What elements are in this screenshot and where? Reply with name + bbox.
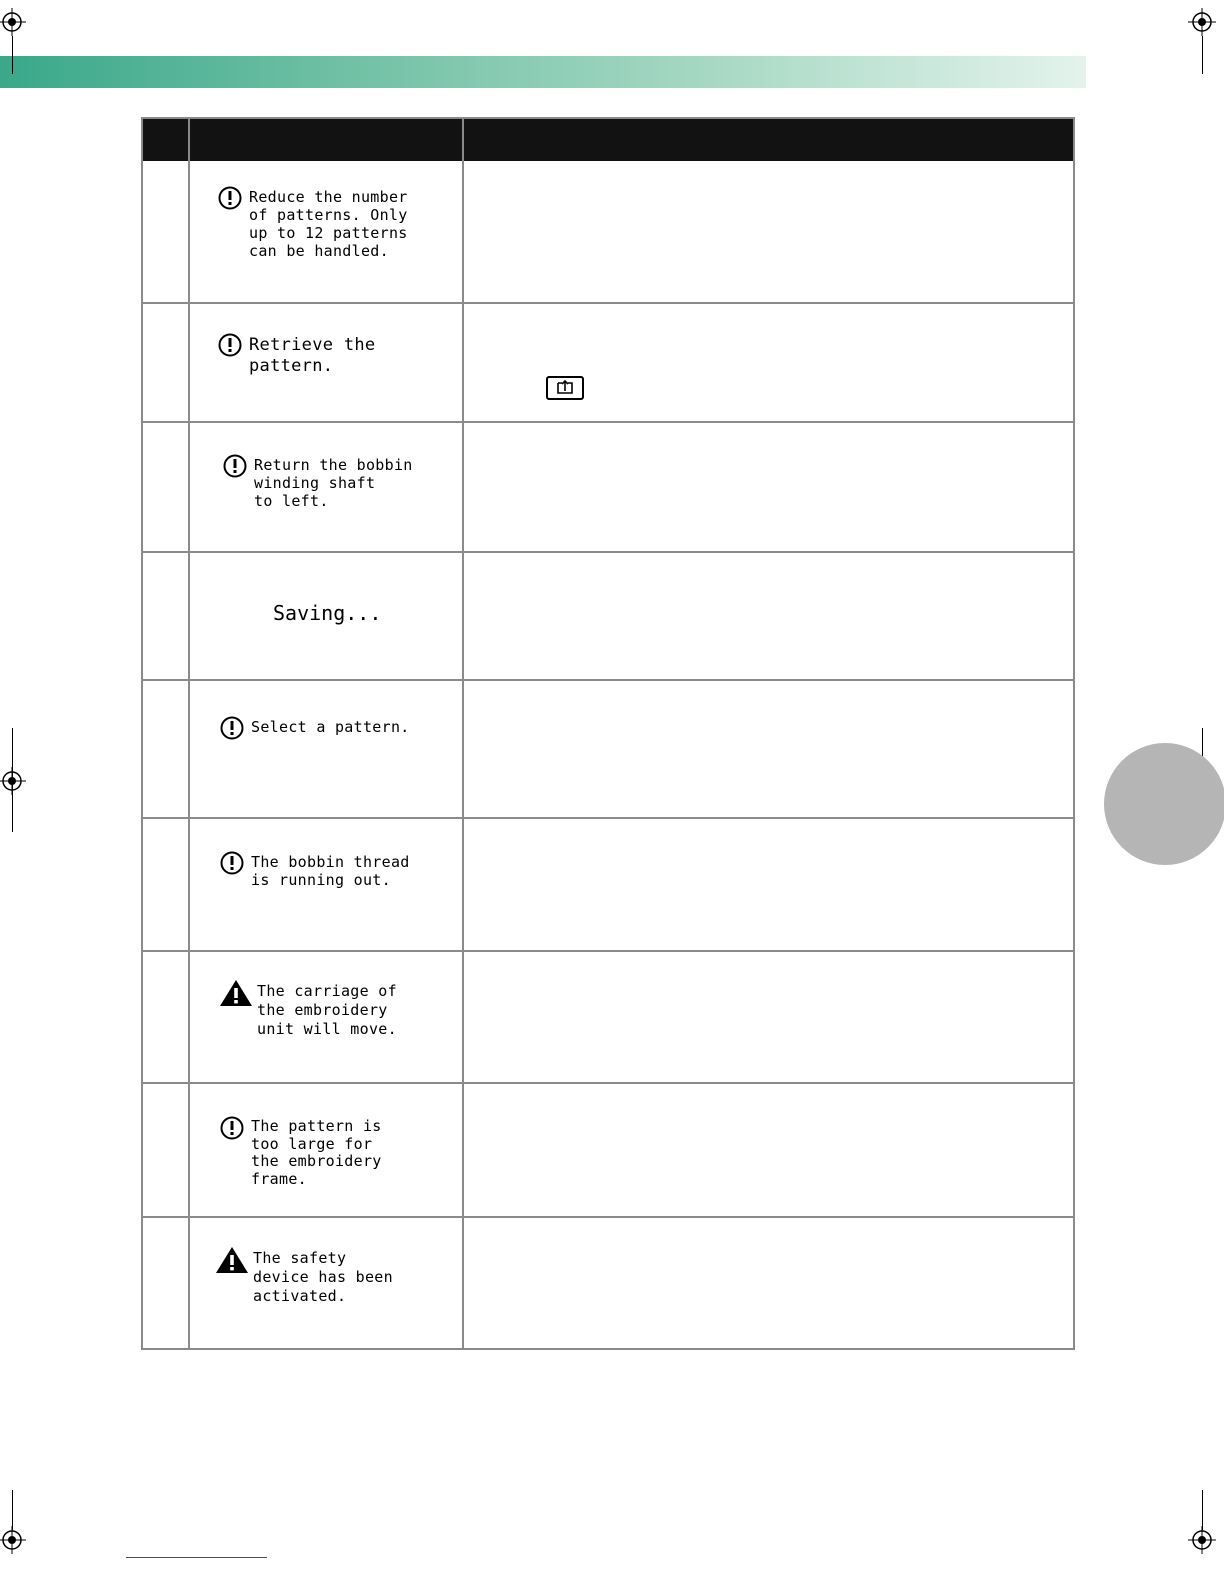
exclamation-circle-icon: [217, 185, 243, 211]
exclamation-circle-icon: [219, 715, 245, 741]
table-row: [222, 453, 413, 510]
table-row: [219, 850, 410, 889]
exclamation-circle-icon: [219, 1115, 245, 1141]
row-divider: [143, 421, 1073, 423]
crop-mark: [1202, 1490, 1203, 1530]
message-text: The safety device has been activated.: [253, 1249, 393, 1305]
registration-mark-icon: [0, 1526, 26, 1554]
header-divider: [462, 119, 464, 161]
table-row: [219, 979, 397, 1039]
table-row: [217, 185, 408, 260]
table-row: [219, 1115, 382, 1188]
header-divider: [188, 119, 190, 161]
exclamation-circle-icon: [222, 453, 248, 479]
table-header-row: [143, 119, 1073, 161]
registration-mark-icon: [0, 8, 26, 36]
table-row: [215, 1246, 393, 1306]
message-text: The bobbin thread is running out.: [251, 853, 410, 889]
message-text: The carriage of the embroidery unit will move.: [257, 982, 397, 1038]
table-row: [219, 715, 410, 741]
message-text: Select a pattern.: [251, 718, 410, 736]
row-divider: [143, 950, 1073, 952]
crop-mark: [12, 1490, 13, 1530]
column-divider: [462, 161, 464, 1350]
footer-link-underline[interactable]: [126, 1557, 267, 1558]
exclamation-circle-icon: [219, 850, 245, 876]
crop-mark: [1202, 36, 1203, 74]
message-text: The pattern is too large for the embroidery frame.: [251, 1117, 382, 1188]
table-row: [217, 332, 375, 377]
row-divider: [143, 679, 1073, 681]
memory-retrieve-key-icon: [546, 376, 584, 400]
row-divider: [143, 1082, 1073, 1084]
row-divider: [143, 817, 1073, 819]
exclamation-circle-icon: [217, 332, 243, 358]
crop-mark: [12, 36, 13, 74]
message-table: [141, 117, 1075, 1350]
row-divider: [143, 302, 1073, 304]
warning-triangle-icon: [219, 979, 253, 1007]
saving-text: Saving...: [273, 601, 382, 625]
registration-mark-icon: [1188, 1526, 1216, 1554]
message-text: Retrieve the pattern.: [249, 335, 376, 376]
message-text: Reduce the number of patterns. Only up to 12 patterns can be handled.: [249, 188, 408, 260]
row-divider: [143, 551, 1073, 553]
crop-mark: [12, 728, 13, 832]
chapter-tab: [1104, 743, 1224, 865]
row-divider: [143, 1216, 1073, 1218]
warning-triangle-icon: [215, 1246, 249, 1274]
message-text: Return the bobbin winding shaft to left.: [254, 456, 413, 510]
registration-mark-icon: [0, 767, 26, 795]
column-divider: [188, 161, 190, 1350]
registration-mark-icon: [1188, 8, 1216, 36]
header-banner: [0, 56, 1086, 88]
